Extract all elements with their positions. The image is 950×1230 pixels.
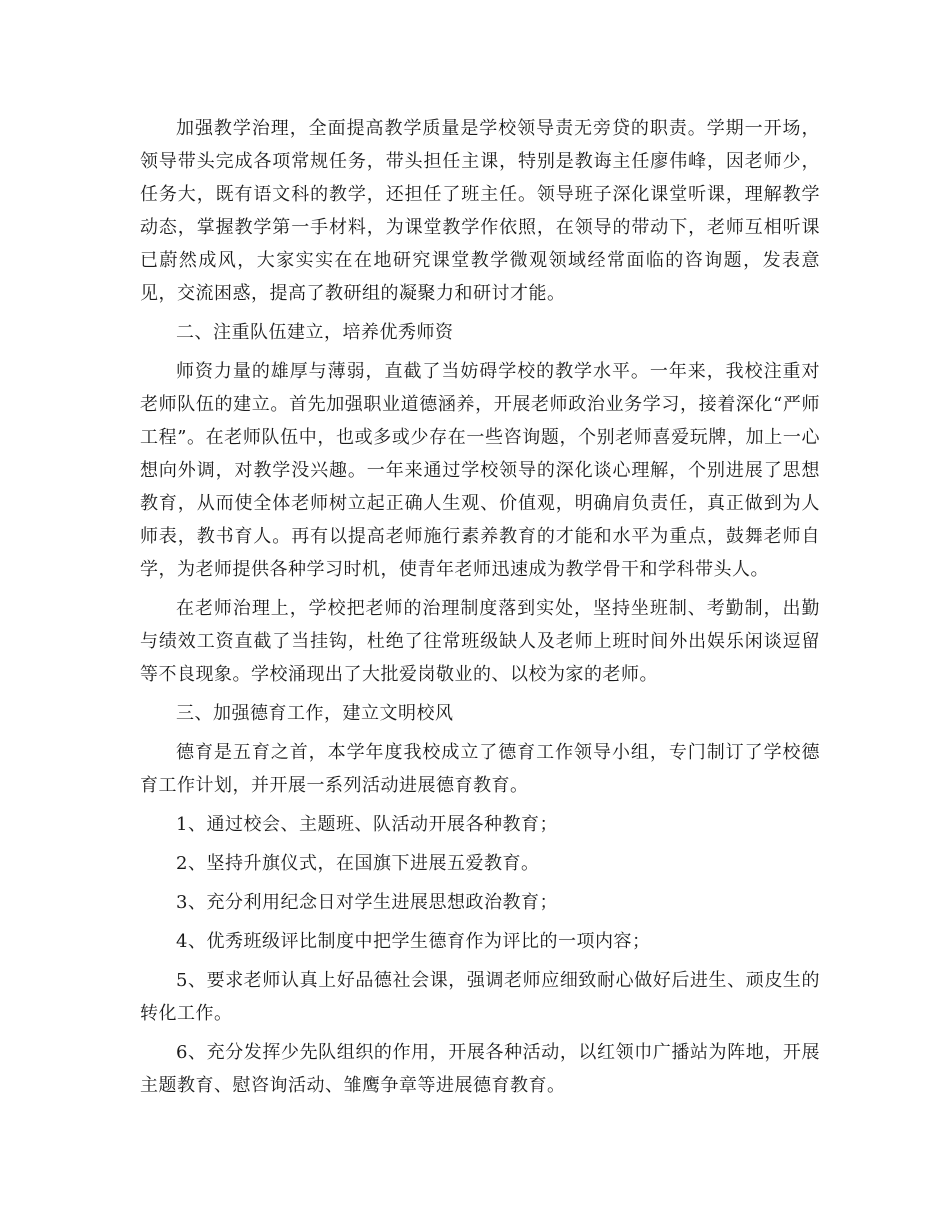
- paragraph-moral-education: 德育是五育之首，本学年度我校成立了德育工作领导小组，专门制订了学校德育工作计划，并开展一系列活动进展德育教育。: [140, 742, 820, 796]
- paragraph-teacher-management: 在老师治理上，学校把老师的治理制度落到实处，坚持坐班制、考勤制，出勤与绩效工资直截了当挂钩，杜绝了往常班级缺人及老师上班时间外出娱乐闲谈逗留等不良现象。学校涌现出了大批爱岗敬业的、以校为家的老师。: [140, 598, 820, 685]
- paragraph-teacher-team: 师资力量的雄厚与薄弱，直截了当妨碍学校的教学水平。一年来，我校注重对老师队伍的建立。首先加强职业道德涵养，开展老师政治业务学习，接着深化“严师工程”。在老师队伍中，也或多或少存在一些咨询题，个别老师喜爱玩牌，加上一心想向外调，对教学没兴趣。一年来通过学校领导的深化谈心理解，个别进展了思想教育，从而使全体老师树立起正确人生观、价值观，明确肩负责任，真正做到为人师表，教书育人。再有以提高老师施行素养教育的才能和水平为重点，鼓舞老师自学，为老师提供各种学习时机，使青年老师迅速成为教学骨干和学科带头人。: [140, 361, 820, 580]
- document-body: [140, 112, 820, 1108]
- list-item-4: 4、优秀班级评比制度中把学生德育作为评比的一项内容；: [176, 931, 651, 952]
- section-heading-moral-education: 三、加强德育工作，建立文明校风: [176, 703, 454, 724]
- list-item-1: 1、通过校会、主题班、队活动开展各种教育；: [176, 814, 558, 835]
- list-item-3: 3、充分利用纪念日对学生进展思想政治教育；: [176, 892, 558, 913]
- list-item-6: 6、充分发挥少先队组织的作用，开展各种活动，以红领巾广播站为阵地，开展主题教育、慰咨询活动、雏鹰争章等进展德育教育。: [140, 1042, 820, 1096]
- section-heading-teacher-team: 二、注重队伍建立，培养优秀师资: [176, 322, 454, 343]
- list-item-2: 2、坚持升旗仪式，在国旗下进展五爱教育。: [176, 853, 540, 874]
- list-item-5: 5、要求老师认真上好品德社会课，强调老师应细致耐心做好后进生、顽皮生的转化工作。: [140, 970, 820, 1024]
- paragraph-teaching-management: 加强教学治理，全面提高教学质量是学校领导责无旁贷的职责。学期一开场，领导带头完成各项常规任务，带头担任主课，特别是教诲主任廖伟峰，因老师少，任务大，既有语文科的教学，还担任了班主任。领导班子深化课堂听课，理解教学动态，掌握教学第一手材料，为课堂教学作依照，在领导的带动下，老师互相听课已蔚然成风，大家实实在在地研究课堂教学微观领域经常面临的咨询题，发表意见，交流困惑，提高了教研组的凝聚力和研讨才能。: [140, 118, 820, 304]
